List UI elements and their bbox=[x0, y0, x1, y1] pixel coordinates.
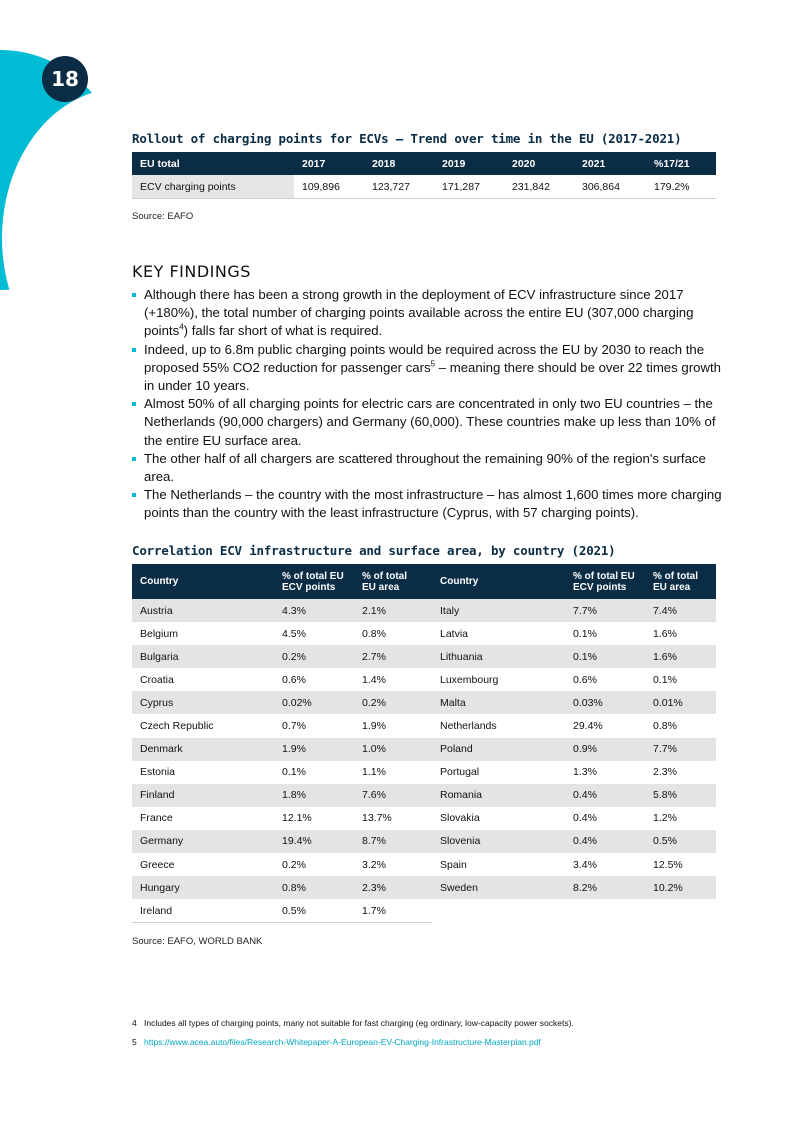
empty-cell bbox=[432, 899, 565, 923]
ecv-share-cell: 4.3% bbox=[274, 599, 354, 622]
table-row bbox=[132, 784, 716, 807]
ecv-share-cell: 1.9% bbox=[274, 738, 354, 761]
finding-item bbox=[132, 395, 722, 450]
header-area-share: % of total EU area bbox=[354, 564, 432, 599]
ecv-share-cell: 0.03% bbox=[565, 691, 645, 714]
ecv-share-cell: 8.2% bbox=[565, 876, 645, 899]
ecv-share-cell: 1.3% bbox=[573, 766, 597, 779]
country-cell: Cyprus bbox=[132, 691, 274, 714]
finding-item bbox=[132, 341, 722, 396]
ecv-share-cell: 0.6% bbox=[282, 673, 306, 686]
table-row bbox=[132, 645, 716, 668]
table-row bbox=[132, 761, 716, 784]
country-cell: Poland bbox=[432, 738, 565, 761]
ecv-share-cell: 0.7% bbox=[282, 720, 306, 733]
table-header-row bbox=[132, 152, 716, 175]
finding-text: ) falls far short of what is required. bbox=[183, 323, 383, 339]
table2-source: Source: EAFO, WORLD BANK bbox=[132, 936, 263, 947]
area-share-cell: 7.4% bbox=[645, 599, 716, 622]
header-cell: %17/21 bbox=[646, 152, 716, 175]
ecv-share-cell: 1.8% bbox=[274, 784, 354, 807]
area-share-cell: 13.7% bbox=[362, 812, 392, 825]
ecv-share-cell: 4.5% bbox=[282, 627, 306, 640]
ecv-share-cell: 0.9% bbox=[565, 738, 645, 761]
finding-text: The Netherlands – the country with the most infrastructure – has almost 1,600 times more charging points than the country with the least infrastructure (Cyprus, with 57 charging points). bbox=[144, 487, 722, 521]
table-row bbox=[132, 853, 716, 876]
finding-item bbox=[132, 486, 722, 522]
country-cell: Denmark bbox=[132, 738, 274, 761]
table-row bbox=[132, 175, 716, 199]
header-country: Country bbox=[132, 564, 274, 599]
table-cell: 123,727 bbox=[364, 175, 434, 199]
table-row bbox=[132, 830, 716, 853]
footnote-5: 5 https://www.acea.auto/files/Research-Whitepaper-A-European-EV-Charging-Infrastructure-Masterplan.pdf bbox=[132, 1037, 541, 1047]
header-cell: 2021 bbox=[574, 152, 646, 175]
area-share-cell: 2.1% bbox=[354, 599, 432, 622]
country-cell: Czech Republic bbox=[140, 720, 214, 733]
page-number-badge: 18 bbox=[42, 56, 88, 102]
row-label: ECV charging points bbox=[132, 175, 294, 199]
finding-text: Although there has been a strong growth in the deployment of ECV infrastructure since 2017 (+180%), the total number of charging points available across the entire EU (307,000 charging points bbox=[144, 287, 694, 339]
header-ecv-share: % of total EU ECV points bbox=[274, 564, 354, 599]
area-share-cell: 8.7% bbox=[354, 830, 432, 853]
footnote-link[interactable]: https://www.acea.auto/files/Research-Whitepaper-A-European-EV-Charging-Infrastructure-Masterplan.pdf bbox=[144, 1037, 541, 1047]
header-cell: 2018 bbox=[364, 152, 434, 175]
ecv-share-cell: 0.8% bbox=[274, 876, 354, 899]
country-cell: Croatia bbox=[140, 673, 174, 686]
table-row bbox=[132, 691, 716, 714]
ecv-share-cell: 0.4% bbox=[573, 812, 597, 825]
country-cell: Estonia bbox=[140, 766, 176, 779]
area-share-cell: 0.2% bbox=[354, 691, 432, 714]
footnotes bbox=[132, 1018, 574, 1056]
area-share-cell: 1.1% bbox=[362, 766, 386, 779]
area-share-cell: 0.5% bbox=[645, 830, 716, 853]
ecv-share-cell: 12.1% bbox=[282, 812, 312, 825]
area-share-cell: 0.1% bbox=[653, 673, 677, 686]
country-cell: Luxembourg bbox=[440, 673, 499, 686]
country-cell: Italy bbox=[432, 599, 565, 622]
ecv-share-cell: 0.2% bbox=[282, 858, 306, 871]
area-share-cell: 1.7% bbox=[354, 899, 432, 923]
country-cell: Greece bbox=[140, 858, 175, 871]
area-share-cell: 1.6% bbox=[645, 645, 716, 668]
table-cell: 109,896 bbox=[294, 175, 364, 199]
area-share-cell: 3.2% bbox=[362, 858, 386, 871]
country-cell: Lithuania bbox=[432, 645, 565, 668]
footnote-ref: 4 bbox=[179, 323, 184, 333]
header-cell: 2020 bbox=[504, 152, 574, 175]
header-ecv-share: % of total EU ECV points bbox=[565, 564, 645, 599]
country-cell: Ireland bbox=[132, 899, 274, 923]
country-cell: Bulgaria bbox=[132, 645, 274, 668]
ecv-share-cell: 0.4% bbox=[565, 784, 645, 807]
table-row bbox=[132, 668, 716, 691]
country-cell: Spain bbox=[440, 858, 467, 871]
header-cell: EU total bbox=[132, 152, 294, 175]
area-share-cell: 5.8% bbox=[645, 784, 716, 807]
header-cell: 2017 bbox=[294, 152, 364, 175]
country-cell: Sweden bbox=[432, 876, 565, 899]
ecv-share-cell: 0.4% bbox=[565, 830, 645, 853]
area-share-cell: 1.0% bbox=[354, 738, 432, 761]
country-cell: Portugal bbox=[440, 766, 480, 779]
country-cell: Slovenia bbox=[432, 830, 565, 853]
area-share-cell: 1.2% bbox=[653, 812, 677, 825]
ecv-share-cell: 0.1% bbox=[573, 627, 597, 640]
table-row bbox=[132, 807, 716, 830]
key-findings-heading: KEY FINDINGS bbox=[132, 262, 251, 281]
ecv-share-cell: 29.4% bbox=[573, 720, 603, 733]
area-share-cell: 2.3% bbox=[653, 766, 677, 779]
country-correlation-table bbox=[132, 564, 716, 923]
finding-text: Almost 50% of all charging points for electric cars are concentrated in only two EU countries – the Netherlands (90,000 chargers) and Germany (60,000). These countries make up less than 10% of the entire EU surface area. bbox=[144, 396, 716, 448]
header-cell: 2019 bbox=[434, 152, 504, 175]
table1-source: Source: EAFO bbox=[132, 211, 194, 222]
table-cell: 171,287 bbox=[434, 175, 504, 199]
finding-item bbox=[132, 286, 722, 341]
ecv-share-cell: 0.1% bbox=[282, 766, 306, 779]
footnote-4: 4 Includes all types of charging points, many not suitable for fast charging (eg ordinary, low-capacity power sockets). bbox=[132, 1018, 574, 1028]
table-row bbox=[132, 876, 716, 899]
finding-text: Indeed, up to 6.8m public charging points would be required across the EU by 2030 to reach the proposed 55% CO2 reduction for passenger cars bbox=[144, 341, 705, 375]
table-cell: 231,842 bbox=[504, 175, 574, 199]
ecv-share-cell: 3.4% bbox=[573, 858, 597, 871]
area-share-cell: 1.6% bbox=[653, 627, 677, 640]
table-cell: 179.2% bbox=[646, 175, 716, 199]
country-table-body bbox=[132, 599, 716, 923]
header-country: Country bbox=[432, 564, 565, 599]
area-share-cell: 0.8% bbox=[653, 720, 677, 733]
table-row bbox=[132, 738, 716, 761]
table-row bbox=[132, 714, 716, 737]
footnote-text: Includes all types of charging points, many not suitable for fast charging (eg ordinary, low-capacity power sockets). bbox=[144, 1018, 574, 1028]
country-cell: Latvia bbox=[440, 627, 469, 640]
ecv-share-cell: 7.7% bbox=[565, 599, 645, 622]
country-cell: Finland bbox=[132, 784, 274, 807]
empty-cell bbox=[565, 899, 645, 923]
country-cell: Hungary bbox=[132, 876, 274, 899]
area-share-cell: 7.6% bbox=[354, 784, 432, 807]
finding-item bbox=[132, 450, 722, 486]
country-cell: Malta bbox=[432, 691, 565, 714]
ecv-share-cell: 0.5% bbox=[274, 899, 354, 923]
area-share-cell: 0.01% bbox=[645, 691, 716, 714]
area-share-cell: 10.2% bbox=[645, 876, 716, 899]
key-findings-list bbox=[132, 286, 722, 523]
country-cell: Netherlands bbox=[440, 720, 497, 733]
ecv-share-cell: 0.1% bbox=[565, 645, 645, 668]
area-share-cell: 2.7% bbox=[354, 645, 432, 668]
table-cell: 306,864 bbox=[574, 175, 646, 199]
area-share-cell: 12.5% bbox=[653, 858, 683, 871]
table-row bbox=[132, 899, 716, 923]
area-share-cell: 1.4% bbox=[362, 673, 386, 686]
ecv-share-cell: 0.02% bbox=[274, 691, 354, 714]
empty-cell bbox=[645, 899, 716, 923]
eu-trend-table bbox=[132, 152, 716, 199]
area-share-cell: 2.3% bbox=[354, 876, 432, 899]
table-row bbox=[132, 622, 716, 645]
footnote-ref: 5 bbox=[430, 359, 436, 369]
ecv-share-cell: 0.2% bbox=[274, 645, 354, 668]
area-share-cell: 0.8% bbox=[362, 627, 386, 640]
country-cell: Slovakia bbox=[440, 812, 480, 825]
ecv-share-cell: 19.4% bbox=[274, 830, 354, 853]
country-cell: Romania bbox=[432, 784, 565, 807]
table2-title: Correlation ECV infrastructure and surface area, by country (2021) bbox=[132, 543, 616, 558]
header-area-share: % of total EU area bbox=[645, 564, 716, 599]
finding-text: The other half of all chargers are scattered throughout the remaining 90% of the region's surface area. bbox=[144, 450, 706, 485]
country-cell: Austria bbox=[132, 599, 274, 622]
country-cell: Germany bbox=[132, 830, 274, 853]
finding-text: – meaning there should be over 22 times growth in under 10 years. bbox=[144, 359, 721, 394]
area-share-cell: 1.9% bbox=[362, 720, 386, 733]
ecv-share-cell: 0.6% bbox=[573, 673, 597, 686]
area-share-cell: 7.7% bbox=[645, 738, 716, 761]
country-cell: Belgium bbox=[140, 627, 178, 640]
table-header-row bbox=[132, 564, 716, 599]
country-cell: France bbox=[140, 812, 173, 825]
table-row bbox=[132, 599, 716, 622]
table1-title: Rollout of charging points for ECVs – Trend over time in the EU (2017-2021) bbox=[132, 131, 682, 146]
